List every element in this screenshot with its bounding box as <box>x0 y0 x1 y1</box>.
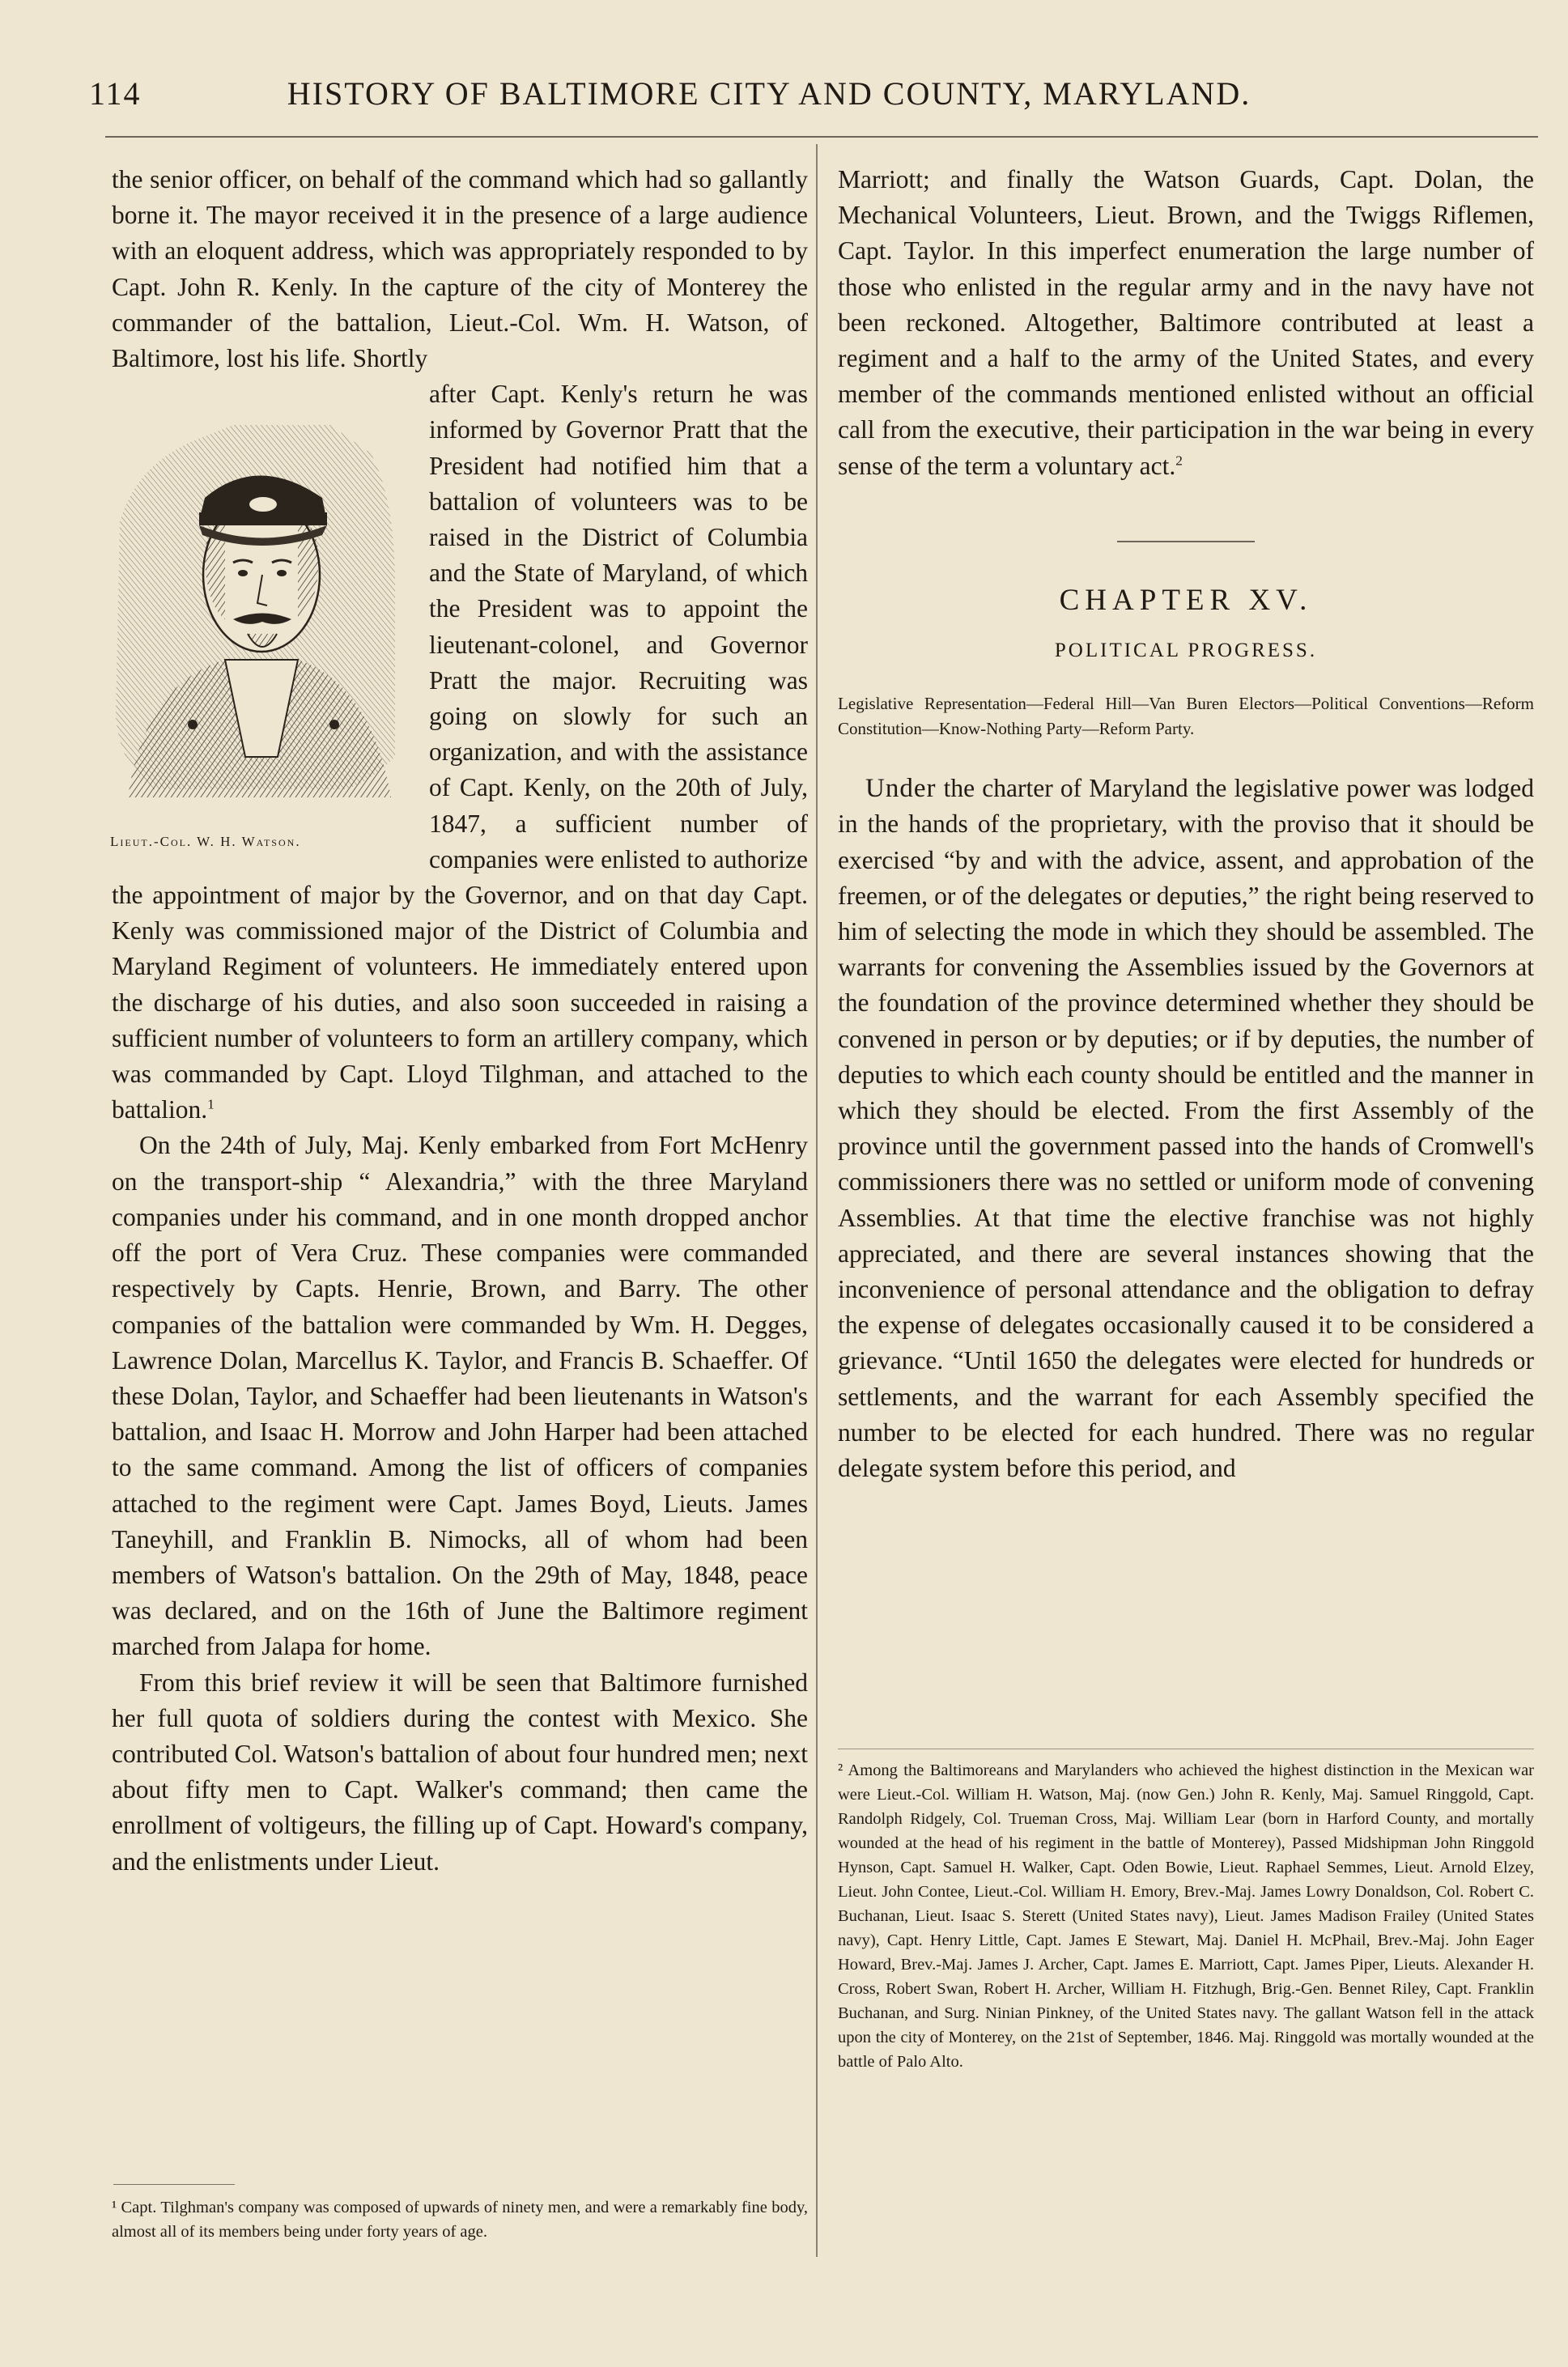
section-separator <box>1117 541 1255 542</box>
chapter-opening-word: Under <box>865 774 937 804</box>
paragraph-review: From this brief review it will be seen that Baltimore furnished her full quota of soldiers during the contest with Mexico. She contributed Col. Watson's battalion of about four hundred men; next about fifty men to Capt. Walker's command; then came the enrollment of voltigeurs, the filling up of Capt. Howard's company, and the enlistments under Lieut. <box>112 1668 808 1876</box>
portrait-figure <box>104 376 419 850</box>
chapter-subtitle: POLITICAL PROGRESS. <box>1054 640 1318 662</box>
column-divider <box>816 144 818 2257</box>
left-column <box>112 162 808 1880</box>
paragraph-kenly-return: after Capt. Kenly's return he was informed by Governor Pratt that the President had notified him that a battalion of volunteers was to be raised in the District of Columbia and the State of Maryland, of which the President was to appoint the lieutenant-colonel, and Governor Pratt the major. Recruiting was going on slowly for such an organization, and with the assistance of Capt. Kenly, on the 20th of July, 1847, a sufficient number of companies were enlisted to authorize the appointment of major by the Governor, and on that day Capt. Kenly was commissioned major of the District of Columbia and Maryland Regiment of volunteers. He immediately entered upon the discharge of his duties, and also soon succeeded in raising a sufficient number of volunteers to form an artillery company, which was commanded by Capt. Lloyd Tilghman, and attached to the battalion.$^1$ <box>112 380 808 1124</box>
footnote-marker-2[interactable]: 2 <box>1175 453 1183 469</box>
footnote-marker-1[interactable]: 1 <box>207 1096 215 1112</box>
paragraph-embarkation: On the 24th of July, Maj. Kenly embarked from Fort McHenry on the transport-ship “ Alexandria,” with the three Maryland companies under his command, and in one month dropped anchor off the port of Vera Cruz. These companies were commanded respectively by Capts. Henrie, Brown, and Barry. The other companies of the battalion were commanded by Wm. H. Degges, Lawrence Dolan, Marcellus K. Taylor, and Francis B. Schaeffer. Of these Dolan, Taylor, and Schaeffer had been lieutenants in Watson's battalion, and Isaac H. Morrow and John Harper had been attached to the same command. Among the list of officers of companies attached to the regiment were Capt. James Boyd, Lieuts. James Taneyhill, and Franklin B. Nimocks, all of whom had been members of Watson's battalion. On the 29th of May, 1848, peace was declared, and on the 16th of June the Baltimore regiment marched from Jalapa for home. <box>112 1131 808 1661</box>
chapter-heading: CHAPTER XV. <box>1059 583 1313 617</box>
right-column <box>838 162 1534 1486</box>
chapter-summary: Legislative Representation—Federal Hill—Van Buren Electors—Political Conventions—Reform Constitution—Know-Nothing Party—Reform Party. <box>838 694 1534 739</box>
portrait-caption: Lieut.-Col. W. H. Watson. <box>110 834 301 850</box>
footnote-2: ² Among the Baltimoreans and Marylanders who achieved the highest distinction in the Mexican war were Lieut.-Col. William H. Watson, Maj. (now Gen.) John R. Kenly, Maj. Samuel Ringgold, Capt. Randolph Ridgely, Col. Trueman Cross, Maj. William Lear (born in Harford County, and mortally wounded at the head of his regiment in the battle of Monterey), Passed Midshipman John Ringgold Hynson, Capt. Samuel H. Walker, Capt. Oden Bowie, Lieut. Raphael Semmes, Lieut. Arnold Elzey, Lieut. John Contee, Lieut.-Col. William H. Emory, Brev.-Maj. James Lowry Donaldson, Col. Robert C. Buchanan, Lieut. Isaac S. Sterett (United States navy), Lieut. James Madison Frailey (United States navy), Capt. Henry Little, Capt. James E Stewart, Maj. Daniel H. McPhail, Brev.-Maj. John Eager Howard, Brev.-Maj. James J. Archer, Capt. James E. Marriott, Capt. James Piper, Lieuts. Alexander H. Cross, Robert Swan, Robert H. Archer, William H. Fitzhugh, Brig.-Gen. Bennet Riley, Capt. Franklin Buchanan, and Surg. Ninian Pinkney, of the United States navy. The gallant Watson fell in the attack upon the city of Monterey, on the 21st of September, 1846. Maj. Ringgold was mortally wounded at the battle of Palo Alto. <box>838 1761 1534 2071</box>
portrait-engraving <box>104 376 411 797</box>
page-header-title: HISTORY OF BALTIMORE CITY AND COUNTY, MARYLAND. <box>287 75 1251 112</box>
left-footnote-rule <box>113 2184 235 2185</box>
paragraph-continuation: Marriott; and finally the Watson Guards, Capt. Dolan, the Mechanical Volunteers, Lieut. Brown, and the Twiggs Riflemen, Capt. Taylor. In this imperfect enumeration the large number of those who enlisted in the regular army and in the navy have not been reckoned. Altogether, Baltimore contributed at least a regiment and a half to the army of the United States, and every member of the commands mentioned enlisted without an official call from the executive, their participation in the war being in every sense of the term a voluntary act.$^2$ <box>838 165 1534 480</box>
running-head <box>89 74 1352 113</box>
paragraph-charter: Under the charter of Maryland the legislative power was lodged in the hands of the proprietary, with the proviso that it should be exercised “by and with the advice, assent, and approbation of the freemen, or of the delegates or deputies,” the right being reserved to him of selecting the mode in which they should be assembled. The warrants for convening the Assemblies issued by the Governors at the foundation of the province determined whether they should be convened in person or by deputies; or if by deputies, the number of deputies to which each county should be entitled and the manner in which they should be elected. From the first Assembly of the province until the government passed into the hands of Cromwell's commissioners there was no settled or uniform mode of convening Assemblies. At that time the elective franchise was not highly appreciated, and there are several instances showing that the inconvenience of personal attendance and the obligation to defray the expense of delegates occasionally caused it to be considered a grievance. “Until 1650 the delegates were elected for hundreds or settlements, and the warrant for each Assembly specified the number to be elected for each hundred. There was no regular delegate system before this period, and <box>838 774 1534 1483</box>
page-number: 114 <box>89 75 142 112</box>
footnote-1: ¹ Capt. Tilghman's company was composed of upwards of ninety men, and were a remarkably fine body, almost all of its members being under forty years of age. <box>112 2199 808 2241</box>
header-rule <box>105 136 1538 138</box>
paragraph-intro: the senior officer, on behalf of the command which had so gallantly borne it. The mayor received it in the presence of a large audience with an eloquent address, which was appropriately responded to by Capt. John R. Kenly. In the capture of the city of Monterey the commander of the battalion, Lieut.-Col. Wm. H. Watson, of Baltimore, lost his life. Shortly <box>112 165 808 373</box>
